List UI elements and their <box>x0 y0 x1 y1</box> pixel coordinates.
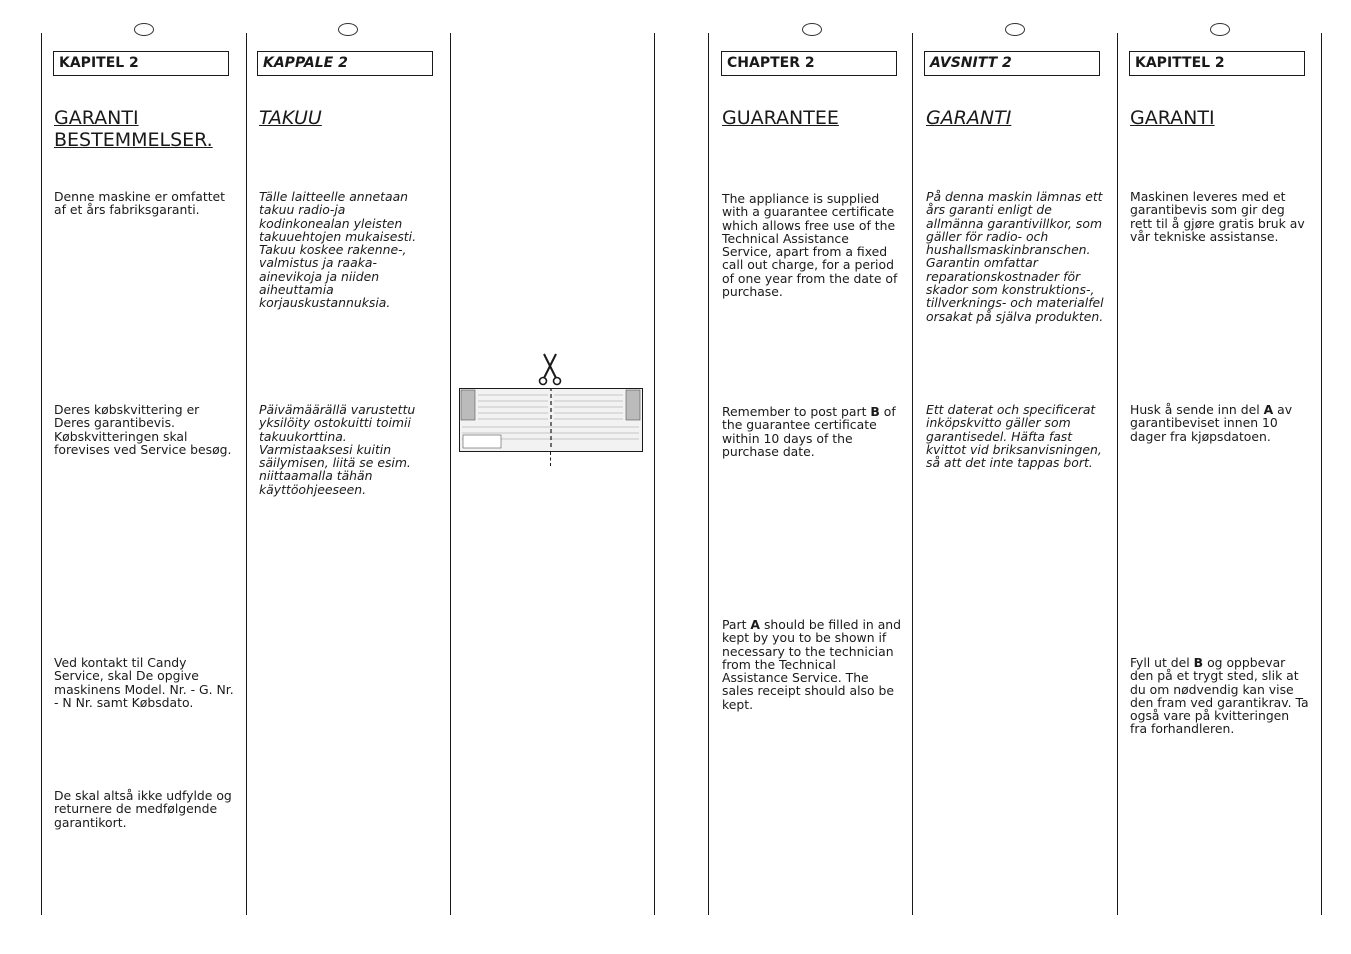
text-segment: B <box>1193 655 1204 670</box>
column-divider <box>708 33 709 915</box>
paragraph: Deres købskvittering er Deres garantibevis. Købskvitteringen skal forevises ved Service besøg. <box>54 402 232 457</box>
paragraph: Tälle laitteelle annetaan takuu radio-ja kodinkonealan yleisten takuuehtojen mukaisesti. Takuu koskee rakenne-, valmistus ja raaka-ainevikoja ja niiden aiheuttamia korjauskustannuksia. <box>259 189 417 311</box>
guarantee-certificate-thumbnail <box>459 388 643 452</box>
column-divider <box>450 33 451 915</box>
title-line: GARANTI <box>926 107 1012 129</box>
paragraph: Denne maskine er omfattet af et års fabriksgaranti. <box>54 189 226 218</box>
text-segment: A <box>1263 402 1274 417</box>
text-segment: og oppbevar den på et trygt sted, slik at du om nødvendig kan vise den fram ved garantikrav. Ta også vare på kvitteringen fra forhandleren. <box>1130 655 1309 737</box>
title-line: GARANTI <box>54 107 139 129</box>
text-segment: should be filled in and kept by you to be shown if necessary to the technician from the Technical Assistance Service. The sales receipt should also be kept. <box>722 617 902 712</box>
title-line: GARANTI <box>1130 107 1215 129</box>
language-flag-icon <box>134 23 154 36</box>
paragraph <box>722 618 902 711</box>
column-divider <box>654 33 655 915</box>
section-title <box>722 107 839 129</box>
language-flag-icon <box>802 23 822 36</box>
paragraph: The appliance is supplied with a guarantee certificate which allows free use of the Technical Assistance Service, apart from a fixed call out charge, for a period of one year from the date of purchase. <box>722 191 898 300</box>
chapter-label: CHAPTER 2 <box>721 51 897 76</box>
paragraph: På denna maskin lämnas ett års garanti enligt de allmänna garantivillkor, som gäller för radio- och hushallsmaskinbranschen. Garantin omfattar reparationskostnader för skador som konstruktions-, tillverknings- och materialfel orsakat på själva produkten. <box>926 189 1104 324</box>
paragraph: Ett daterat och specificerat inköpskvitto gäller som garantisedel. Häfta fast kvittot vid briksanvisningen, så att det inte tappas bort. <box>926 402 1102 471</box>
column-divider <box>41 33 42 915</box>
language-flag-icon <box>1005 23 1025 36</box>
language-flag-icon <box>338 23 358 36</box>
chapter-label: AVSNITT 2 <box>924 51 1100 76</box>
text-segment: B <box>870 404 880 419</box>
paragraph: Ved kontakt til Candy Service, skal De opgive maskinens Model. Nr. - G. Nr. - N Nr. samt Købsdato. <box>54 655 234 710</box>
column-divider <box>1117 33 1118 915</box>
section-title <box>54 107 213 151</box>
text-segment: Remember to post part <box>722 404 871 419</box>
chapter-label: KAPITTEL 2 <box>1129 51 1305 76</box>
scissors-icon <box>536 352 564 390</box>
text-segment: Part <box>722 617 751 632</box>
title-line: TAKUU <box>259 107 322 129</box>
column-divider <box>912 33 913 915</box>
paragraph <box>1130 403 1310 443</box>
paragraph <box>1130 656 1310 736</box>
section-title <box>1130 107 1215 129</box>
section-title <box>259 107 322 129</box>
text-segment: Husk å sende inn del <box>1130 402 1264 417</box>
cut-line <box>550 452 551 466</box>
chapter-label: KAPITEL 2 <box>53 51 229 76</box>
chapter-label: KAPPALE 2 <box>257 51 433 76</box>
paragraph <box>722 405 902 458</box>
section-title <box>926 107 1011 129</box>
text-segment: av garantibeviset innen 10 dager fra kjøpsdatoen. <box>1130 402 1293 444</box>
text-segment: A <box>750 617 760 632</box>
column-divider <box>1321 33 1322 915</box>
text-segment: Fyll ut del <box>1130 655 1194 670</box>
paragraph: Päivämäärällä varustettu yksilöity ostokuitti toimii takuukorttina. Varmistaaksesi kuitin säilymisen, liitä se esim. niittaamalla tähän käyttöohjeeseen. <box>259 402 416 497</box>
paragraph: Maskinen leveres med et garantibevis som gir deg rett til å gjøre gratis bruk av vår tekniske assistanse. <box>1130 189 1305 244</box>
title-line: GUARANTEE <box>722 107 839 129</box>
title-line: BESTEMMELSER. <box>54 129 213 151</box>
text-segment: of the guarantee certificate within 10 days of the purchase date. <box>722 404 896 459</box>
column-divider <box>246 33 247 915</box>
language-flag-icon <box>1210 23 1230 36</box>
paragraph: De skal altså ikke udfylde og returnere de medfølgende garantikort. <box>54 788 232 830</box>
